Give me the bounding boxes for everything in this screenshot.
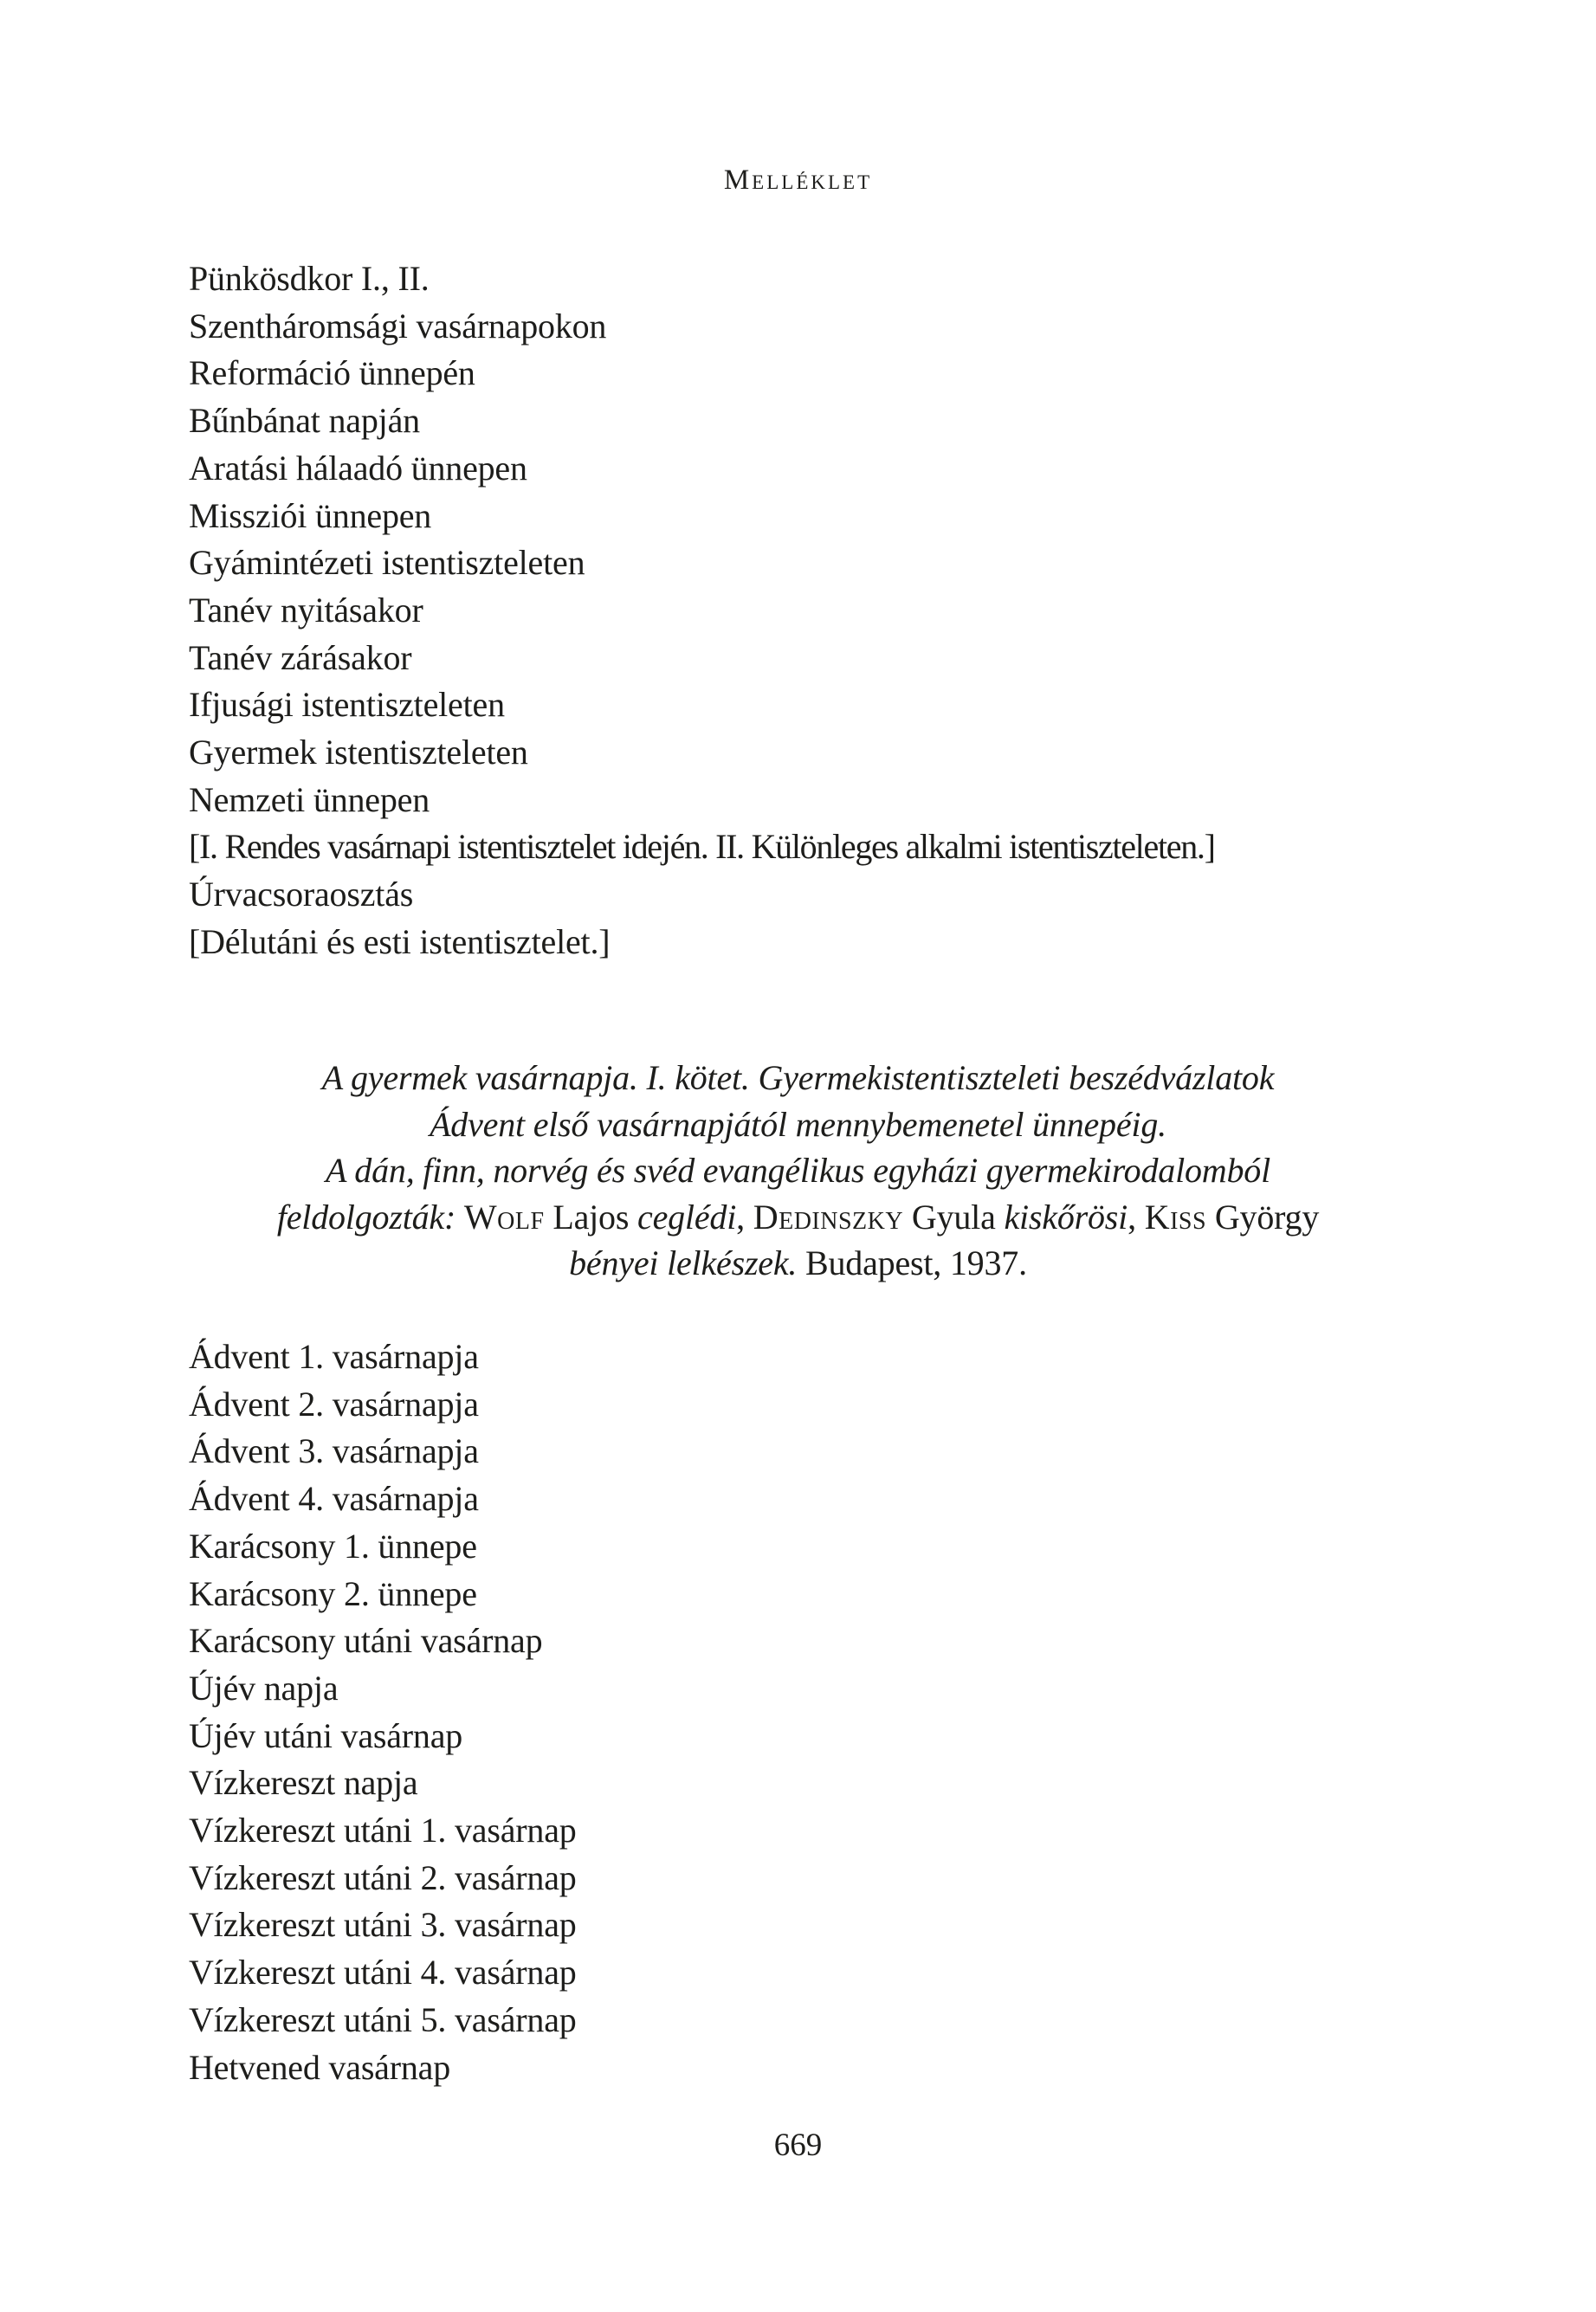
list-item: Ádvent 4. vasárnapja bbox=[189, 1479, 479, 1519]
reference-line bbox=[95, 1194, 1501, 1241]
list-item: Karácsony 1. ünnepe bbox=[189, 1526, 477, 1566]
reference-segment: Kiss bbox=[1144, 1197, 1207, 1237]
reference-line bbox=[95, 1240, 1501, 1287]
running-head: Melléklet bbox=[723, 165, 873, 196]
list-item: Hetvened vasárnap bbox=[189, 2047, 451, 2087]
list-item: Szentháromsági vasárnapokon bbox=[189, 306, 607, 346]
reference-segment: Gyula bbox=[903, 1197, 1005, 1237]
reference-segment: Wolf bbox=[463, 1197, 545, 1237]
list-item: Karácsony 2. ünnepe bbox=[189, 1573, 477, 1613]
list-item: Úrvacsoraosztás bbox=[189, 875, 414, 914]
list-item: Vízkereszt utáni 4. vasárnap bbox=[189, 1953, 577, 1992]
reference-segment: bényei lelkészek. bbox=[569, 1243, 798, 1282]
list-item: Újév utáni vasárnap bbox=[189, 1715, 463, 1755]
reference-segment: Budapest, 1937. bbox=[797, 1243, 1027, 1282]
list-item: Tanév zárásakor bbox=[189, 637, 412, 677]
occasions-list bbox=[189, 255, 1492, 966]
list-item: Nemzeti ünnepen bbox=[189, 779, 430, 819]
list-item: [Délutáni és esti istentisztelet.] bbox=[189, 921, 611, 961]
list-item: Aratási hálaadó ünnepen bbox=[189, 448, 527, 488]
list-item: Vízkereszt utáni 5. vasárnap bbox=[189, 1999, 577, 2039]
list-item: Ádvent 1. vasárnapja bbox=[189, 1337, 479, 1376]
page-number: 669 bbox=[773, 2128, 823, 2163]
reference-line: A dán, finn, norvég és svéd evangélikus egyházi gyermekirodalomból bbox=[326, 1151, 1270, 1190]
reference-segment: feldolgozták: bbox=[276, 1197, 464, 1237]
list-item: Vízkereszt utáni 3. vasárnap bbox=[189, 1905, 577, 1945]
list-item: Vízkereszt utáni 2. vasárnap bbox=[189, 1857, 577, 1897]
reference-segment: Lajos bbox=[544, 1197, 638, 1237]
reference-segment: , bbox=[736, 1197, 753, 1237]
list-item: Karácsony utáni vasárnap bbox=[189, 1621, 543, 1661]
book-reference bbox=[95, 1055, 1501, 1287]
list-item: [I. Rendes vasárnapi istentisztelet idején. II. Különleges alkalmi istentiszteleten.] bbox=[189, 827, 1215, 867]
reference-line: Ádvent első vasárnapjától mennybemenetel ünnepéig. bbox=[430, 1104, 1166, 1144]
reference-line: A gyermek vasárnapja. I. kötet. Gyermekistentiszteleti beszédvázlatok bbox=[321, 1058, 1275, 1097]
list-item: Tanév nyitásakor bbox=[189, 590, 423, 630]
list-item: Újév napja bbox=[189, 1668, 339, 1708]
reference-segment: , bbox=[1128, 1197, 1145, 1237]
list-item: Gyermek istentiszteleten bbox=[189, 733, 528, 772]
list-item: Ifjusági istentiszteleten bbox=[189, 685, 505, 725]
reference-segment: Dedinszky bbox=[753, 1197, 904, 1237]
church-year-list bbox=[189, 1334, 1492, 2091]
list-item: Missziói ünnepen bbox=[189, 495, 432, 535]
reference-segment: kiskőrösi bbox=[1004, 1197, 1128, 1237]
list-item: Reformáció ünnepén bbox=[189, 353, 475, 393]
list-item: Ádvent 2. vasárnapja bbox=[189, 1384, 479, 1424]
list-item: Ádvent 3. vasárnapja bbox=[189, 1431, 479, 1471]
list-item: Vízkereszt utáni 1. vasárnap bbox=[189, 1811, 577, 1850]
reference-segment: ceglédi bbox=[637, 1197, 737, 1237]
reference-segment: György bbox=[1206, 1197, 1320, 1237]
list-item: Pünkösdkor I., II. bbox=[189, 259, 430, 298]
list-item: Gyámintézeti istentiszteleten bbox=[189, 543, 585, 583]
list-item: Bűnbánat napján bbox=[189, 401, 420, 441]
list-item: Vízkereszt napja bbox=[189, 1763, 418, 1803]
